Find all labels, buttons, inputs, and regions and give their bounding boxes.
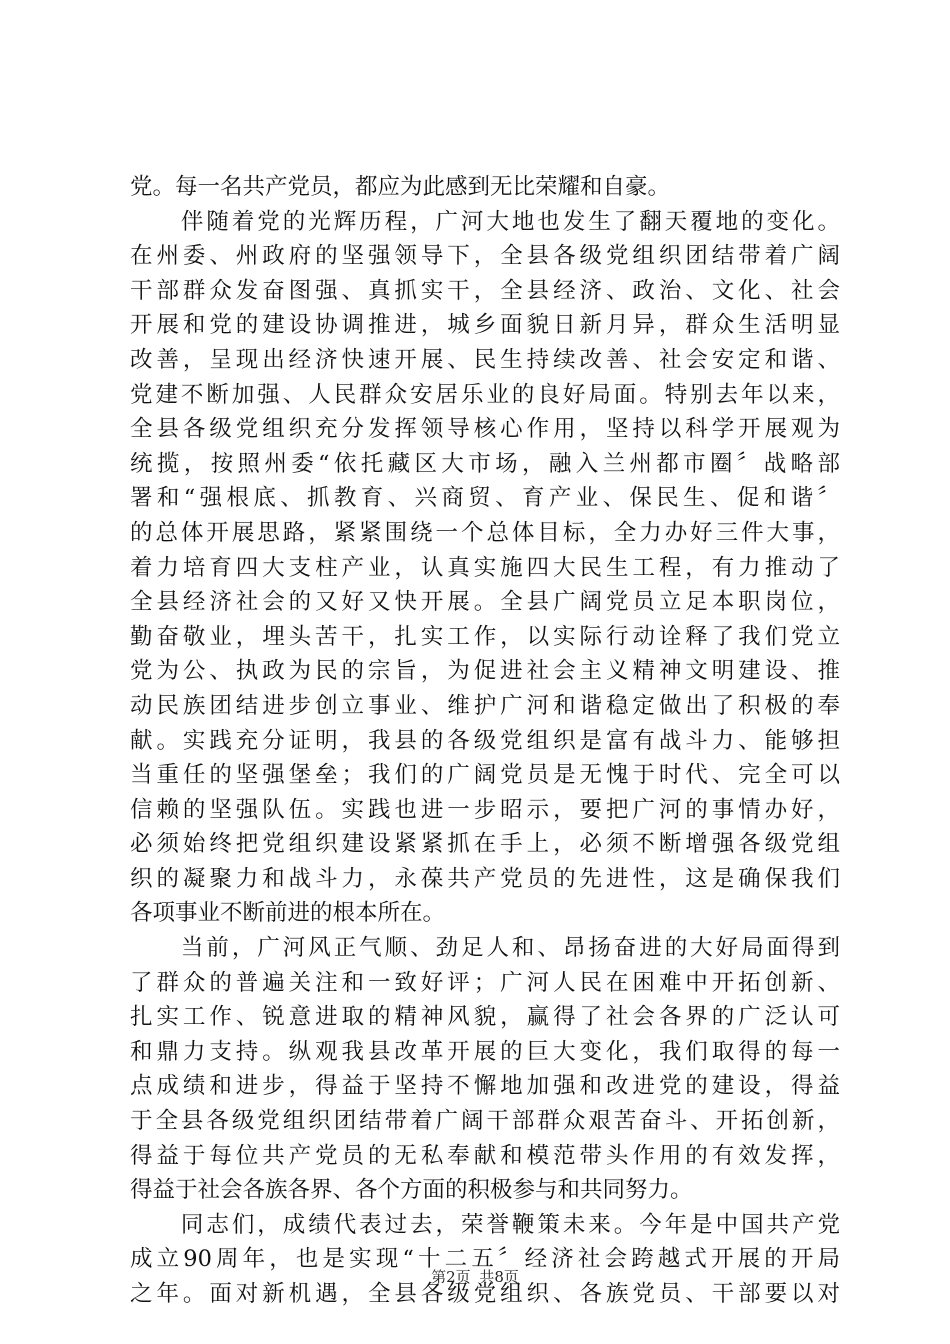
text-line: 了群众的普遍关注和一致好评；广河人民在困难中开拓创新、: [130, 969, 840, 996]
text-line: 的总体开展思路，紧紧围绕一个总体目标，全力办好三件大事，: [130, 519, 840, 546]
text-line: 统揽，按照州委“依托藏区大市场，融入兰州都市圈〞战略部: [130, 450, 840, 477]
text-line: 改善，呈现出经济快速开展、民生持续改善、社会安定和谐、: [130, 346, 840, 373]
text-line: 之年。面对新机遇，全县各级党组织、各族党员、干部要以对: [130, 1281, 840, 1307]
text-line: 得益于每位共产党员的无私奉献和模范带头作用的有效发挥，: [130, 1142, 840, 1169]
text-line: 伴随着党的光辉历程，广河大地也发生了翻天覆地的变化。: [130, 208, 840, 235]
text-line: 党为公、执政为民的宗旨，为促进社会主义精神文明建设、推: [130, 658, 840, 685]
text-line: 献。实践充分证明，我县的各级党组织是富有战斗力、能够担: [130, 727, 840, 754]
text-line: 于全县各级党组织团结带着广阔干部群众艰苦奋斗、开拓创新，: [130, 1108, 840, 1135]
text-line: 勤奋敬业，埋头苦干，扎实工作，以实际行动诠释了我们党立: [130, 623, 840, 650]
text-line: 必须始终把党组织建设紧紧抓在手上，必须不断增强各级党组: [130, 831, 840, 858]
text-line: 成立90周年，也是实现“十二五〞经济社会跨越式开展的开局: [130, 1246, 840, 1273]
text-line: 党建不断加强、人民群众安居乐业的良好局面。特别去年以来，: [130, 381, 840, 408]
text-line: 在州委、州政府的坚强领导下，全县各级党组织团结带着广阔: [130, 243, 840, 270]
text-line: 扎实工作、锐意进取的精神风貌，赢得了社会各界的广泛认可: [130, 1004, 840, 1031]
text-line: 得益于社会各族各界、各个方面的积极参与和共同努力。: [130, 1177, 693, 1204]
page-number: 第2页: [431, 1268, 471, 1286]
page-total: 共8页: [479, 1268, 519, 1286]
text-line: 动民族团结进步创立事业、维护广河和谐稳定做出了积极的奉: [130, 692, 840, 719]
text-line: 全县经济社会的又好又快开展。全县广阔党员立足本职岗位，: [130, 589, 840, 616]
text-line: 署和“强根底、抓教育、兴商贸、育产业、保民生、促和谐〞: [130, 485, 840, 512]
text-line: 当前，广河风正气顺、劲足人和、昂扬奋进的大好局面得到: [130, 935, 840, 962]
text-line: 点成绩和进步，得益于坚持不懈地加强和改进党的建设，得益: [130, 1073, 840, 1100]
text-line: 开展和党的建设协调推进，城乡面貌日新月异，群众生活明显: [130, 312, 840, 339]
text-line: 同志们，成绩代表过去，荣誉鞭策未来。今年是中国共产党: [130, 1211, 840, 1238]
text-line: 党。每一名共产党员，都应为此感到无比荣耀和自豪。: [130, 174, 671, 200]
text-line: 和鼎力支持。纵观我县改革开展的巨大变化，我们取得的每一: [130, 1038, 840, 1065]
text-line: 各项事业不断前进的根本所在。: [130, 900, 446, 927]
text-line: 干部群众发奋图强、真抓实干，全县经济、政治、文化、社会: [130, 277, 840, 304]
text-line: 着力培育四大支柱产业，认真实施四大民生工程，有力推动了: [130, 554, 840, 581]
page-footer: [0, 1266, 950, 1287]
text-line: 当重任的坚强堡垒；我们的广阔党员是无愧于时代、完全可以: [130, 762, 840, 789]
text-line: 织的凝聚力和战斗力，永葆共产党员的先进性，这是确保我们: [130, 865, 840, 892]
text-line: 信赖的坚强队伍。实践也进一步昭示，要把广河的事情办好，: [130, 796, 840, 823]
text-line: 全县各级党组织充分发挥领导核心作用，坚持以科学开展观为: [130, 416, 840, 443]
document-body: [130, 170, 840, 1312]
